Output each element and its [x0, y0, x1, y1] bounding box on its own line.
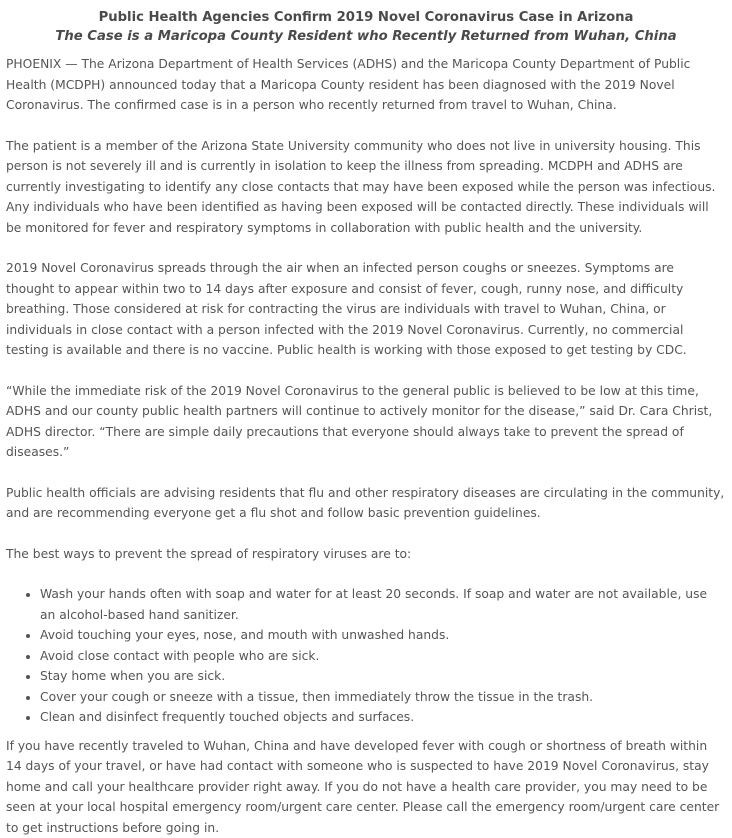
list-item: • Clean and disinfect frequently touched objects and surfaces. — [40, 707, 726, 728]
list-item: • Avoid touching your eyes, nose, and mouth with unwashed hands. — [40, 625, 726, 646]
list-item: • Stay home when you are sick. — [40, 666, 726, 687]
paragraph-patient: The patient is a member of the Arizona State University community who does not live in university housing. This person is not severely ill and is currently in isolation to keep the illness from spreading. MCDPH and ADHS are currently investigating to identify any close contacts that may have been exposed while the person was infectious. Any individuals who have been identified as having been exposed will be contacted directly. These individuals will be monitored for fever and respiratory symptoms in collaboration with public health and the university. — [6, 136, 726, 239]
paragraph-transmission: 2019 Novel Coronavirus spreads through the air when an infected person coughs or sneezes. Symptoms are thought to appear within two to 14 days after exposure and consist of fever, cough, runny nose, and difficulty breathing. Those considered at risk for contracting the virus are individuals with travel to Wuhan, China, or individuals in close contact with a person infected with the 2019 Novel Coronavirus. Currently, no commercial testing is available and there is no vaccine. Public health is working with those exposed to get testing by CDC. — [6, 258, 726, 361]
paragraph-quote: “While the immediate risk of the 2019 Novel Coronavirus to the general public is believed to be low at this time, ADHS and our county public health partners will continue to actively monitor for the disease,” said Dr. Cara Christ, ADHS director. “There are simple daily precautions that everyone should always take to prevent the spread of diseases.” — [6, 381, 726, 463]
page-title: Public Health Agencies Confirm 2019 Novel Coronavirus Case in Arizona — [6, 8, 726, 27]
list-item: • Cover your cough or sneeze with a tissue, then immediately throw the tissue in the trash. — [40, 687, 726, 708]
page-subtitle: The Case is a Maricopa County Resident who Recently Returned from Wuhan, China — [6, 27, 726, 46]
paragraph-advisory: Public health officials are advising residents that flu and other respiratory diseases are circulating in the community, and are recommending everyone get a flu shot and follow basic prevention guidelines. — [6, 483, 726, 524]
paragraph-prevention-intro: The best ways to prevent the spread of respiratory viruses are to: — [6, 544, 726, 565]
list-item: • Avoid close contact with people who are sick. — [40, 646, 726, 667]
prevention-list — [6, 584, 726, 728]
list-item: • Wash your hands often with soap and water for at least 20 seconds. If soap and water are not available, use an alcohol-based hand sanitizer. — [40, 584, 726, 625]
paragraph-closing: If you have recently traveled to Wuhan, China and have developed fever with cough or shortness of breath within 14 days of your travel, or have had contact with someone who is suspected to have 2019 Novel Coronavirus, stay home and call your healthcare provider right away. If you do not have a health care provider, you may need to be seen at your local hospital emergency room/urgent care center. Please call the emergency room/urgent care center to get instructions before going in. — [6, 736, 726, 838]
paragraph-intro: PHOENIX — The Arizona Department of Health Services (ADHS) and the Maricopa County Department of Public Health (MCDPH) announced today that a Maricopa County resident has been diagnosed with the 2019 Novel Coronavirus. The confirmed case is in a person who recently returned from travel to Wuhan, China. — [6, 54, 726, 116]
